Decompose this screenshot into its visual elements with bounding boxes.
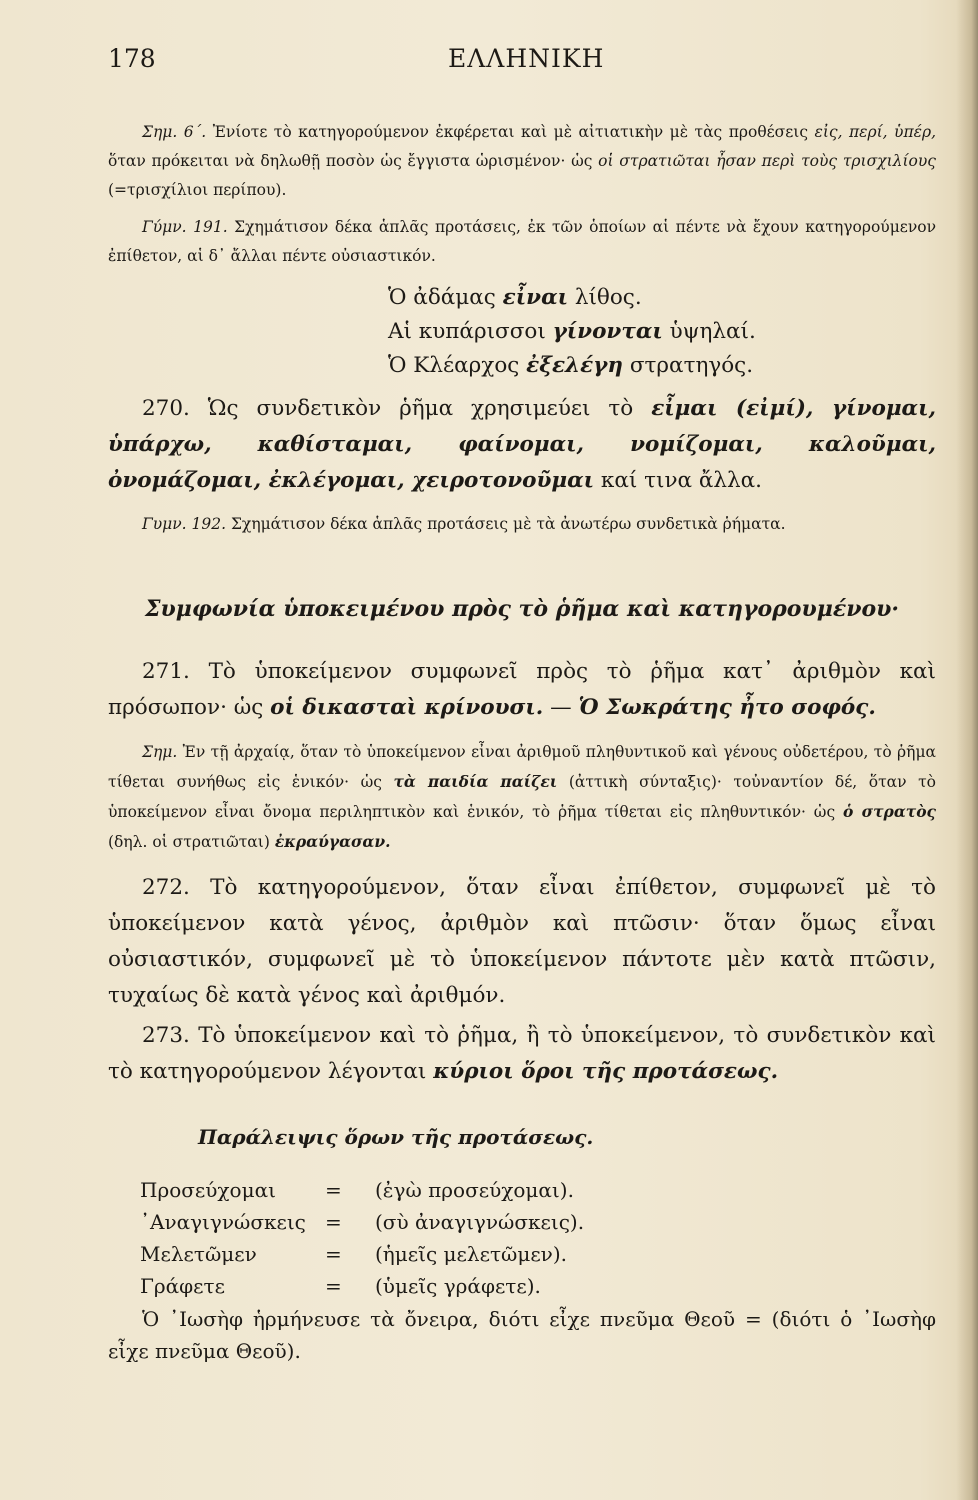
- table-row: Προσεύχομαι = (ἐγὼ προσεύχομαι).: [140, 1178, 574, 1202]
- paragraph-273: [108, 1018, 936, 1090]
- note-6-example: οἱ στρατιῶται ἦσαν περὶ τοὺς τρισχιλίους: [598, 152, 936, 170]
- page-edge-shadow: [956, 0, 978, 1500]
- note-6: [108, 118, 936, 205]
- paragraph-273-term: κύριοι ὅροι τῆς προτάσεως.: [433, 1059, 779, 1084]
- note-6-text-1: Ἐνίοτε τὸ κατηγορούμενον ἐκφέρεται καὶ μὲ αἰτιατικὴν μὲ τὰς προθέσεις: [206, 123, 815, 141]
- table-row: Γράφετε = (ὑμεῖς γράφετε).: [140, 1274, 541, 1298]
- exercise-191: [108, 213, 936, 271]
- page-number: 178: [108, 44, 156, 73]
- note-6-label: Σημ. 6΄.: [142, 123, 207, 141]
- paragraph-270-text-2: καί τινα ἄλλα.: [594, 468, 762, 493]
- note-ancient-label: Σημ.: [142, 743, 178, 761]
- section-heading-omission: Παράλειψις ὅρων τῆς προτάσεως.: [198, 1125, 594, 1149]
- paragraph-272: 272. Τὸ κατηγορούμενον, ὅταν εἶναι ἐπίθετον, συμφωνεῖ μὲ τὸ ὑποκείμενον κατὰ γένος, ἀριθμὸν καὶ πτῶσιν· ὅταν ὅμως εἶναι οὐσιαστικόν, συμφωνεῖ μὲ τὸ ὑποκείμενον πάντοτε μὲν κατὰ πτῶσιν, τυχαίως δὲ κατὰ γένος καὶ ἀριθμόν.: [108, 875, 936, 1008]
- exercise-192: [108, 510, 936, 539]
- example-line: Ὁ ἀδάμας εἶναι λίθος.: [388, 285, 642, 310]
- table-row: ᾿Αναγιγνώσκεις = (σὺ ἀναγιγνώσκεις).: [140, 1210, 585, 1234]
- omission-table: [108, 1174, 936, 1302]
- note-6-text-2: ὅταν πρόκειται νὰ δηλωθῇ ποσὸν ὡς ἔγγιστα ὡρισμένον· ὡς: [108, 152, 599, 170]
- example-line: Ὁ Κλέαρχος ἐξελέγη στρατηγός.: [388, 353, 754, 378]
- paragraph-270: [108, 391, 936, 499]
- paragraph-270-verbs: εἶμαι (εἰμί), γίνομαι, ὑπάρχω, καθίσταμαι, φαίνομαι, νομίζομαι, καλοῦμαι, ὀνομάζομαι, ἐκλέγομαι, χειροτονοῦμαι: [108, 396, 936, 493]
- exercise-191-text: Σχημάτισον δέκα ἁπλᾶς προτάσεις, ἐκ τῶν ὁποίων αἱ πέντε νὰ ἔχουν κατηγορούμενον ἐπίθετον, αἱ δ᾿ ἄλλαι πέντε οὐσιαστικόν.: [108, 218, 936, 265]
- exercise-191-label: Γύμν. 191.: [142, 218, 228, 236]
- paragraph-271-text: 271. Τὸ ὑποκείμενον συμφωνεῖ πρὸς τὸ ῥῆμα κατ᾿ ἀριθμὸν καὶ πρόσωπον· ὡς: [108, 659, 936, 720]
- note-6-prepositions: εἰς, περί, ὑπέρ,: [814, 123, 937, 141]
- paragraph-271-example-1: οἱ δικασταὶ κρίνουσι.: [270, 695, 544, 720]
- paragraph-270-text-1: 270. Ὡς συνδετικὸν ῥῆμα χρησιμεύει τὸ: [142, 396, 652, 421]
- section-heading-agreement: Συμφωνία ὑποκειμένου πρὸς τὸ ῥῆμα καὶ κατηγορουμένου·: [144, 596, 900, 622]
- note-ancient: Σημ. Ἐν τῇ ἀρχαίᾳ, ὅταν τὸ ὑποκείμενον εἶναι ἀριθμοῦ πληθυντικοῦ καὶ γένους οὐδετέρου, τὸ ῥῆμα τίθεται συνήθως εἰς ἑνικόν· ὡς τὰ παιδία παίζει (ἀττικὴ σύνταξις)· τοὐναντίον δέ, ὅταν τὸ ὑποκείμενον εἶναι ὄνομα περιληπτικὸν καὶ ἑνικόν, τὸ ῥῆμα τίθεται εἰς πληθυντικόν· ὡς ὁ στρατὸς (δηλ. οἱ στρατιῶται) ἐκραύγασαν.: [108, 743, 936, 851]
- paragraph-273-text: 273. Τὸ ὑποκείμενον καὶ τὸ ῥῆμα, ἢ τὸ ὑποκείμενον, τὸ συνδετικὸν καὶ τὸ κατηγορούμενον λέγονται: [108, 1023, 936, 1084]
- note-6-text-3: (=τρισχίλιοι περίπου).: [108, 181, 287, 199]
- paragraph-271-example-2: Ὁ Σωκράτης ἦτο σοφός.: [578, 695, 876, 720]
- exercise-192-text: Σχημάτισον δέκα ἁπλᾶς προτάσεις μὲ τὰ ἀνωτέρω συνδετικὰ ῥήματα.: [226, 515, 786, 533]
- running-title: ΕΛΛΗΝΙΚΗ: [448, 44, 605, 73]
- page-header: [108, 44, 868, 84]
- exercise-192-label: Γυμν. 192.: [142, 515, 227, 533]
- table-row: Μελετῶμεν = (ἡμεῖς μελετῶμεν).: [140, 1242, 567, 1266]
- final-example: Ὁ ᾿Ιωσὴφ ἡρμήνευσε τὰ ὄνειρα, διότι εἶχε πνεῦμα Θεοῦ = (διότι ὁ ᾿Ιωσὴφ εἶχε πνεῦμα Θεοῦ).: [108, 1307, 936, 1363]
- examples-list: [108, 281, 936, 383]
- example-line: Αἱ κυπάρισσοι γίνονται ὑψηλαί.: [388, 319, 756, 344]
- paragraph-271: 271. Τὸ ὑποκείμενον συμφωνεῖ πρὸς τὸ ῥῆμα κατ᾿ ἀριθμὸν καὶ πρόσωπον· ὡς οἱ δικασταὶ κρίνουσι. — Ὁ Σωκράτης ἦτο σοφός.: [108, 659, 936, 720]
